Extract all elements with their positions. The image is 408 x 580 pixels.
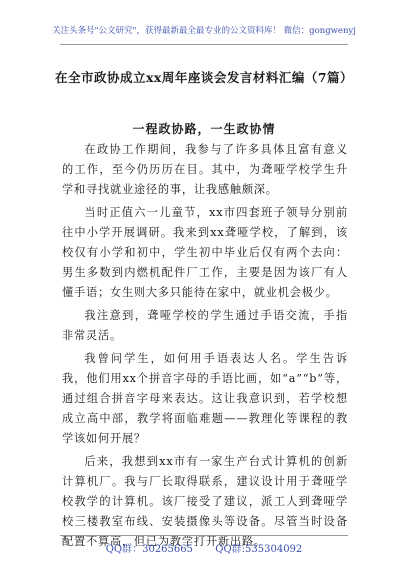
document-title: 在全市政协成立xx周年座谈会发言材料汇编（7篇）: [54, 70, 354, 85]
paragraph: 在政协工作期间，我参与了许多具体且富有意义的工作，至今仍历历在目。其中，为聋哑学校学生升学和寻找就业途径的事，让我感触颇深。: [62, 143, 348, 196]
document-body: [62, 140, 348, 555]
header-promo-note: 关注头条号"公文研究"，获得最新最全最专业的公文资料库！ 微信：gongwenyj: [52, 26, 356, 36]
paragraph: 当时正值六一儿童节，xx市四套班子领导分别前往中小学开展调研。我来到xx聋哑学校，了解到，该校仅有小学和初中，学生初中毕业后仅有两个去向：男生多数到内燃机配件厂工作，主要是因为该厂有人懂手语；女生则大多只能待在家中，就业机会极少。: [62, 206, 348, 299]
footer-divider: [60, 535, 348, 536]
paragraph: 后来，我想到xx市有一家生产台式计算机的创新计算机厂。我与厂长取得联系，建议设计用于聋哑学校教学的计算机。该厂接受了建议，派工人到聋哑学校三楼教室布线、安装摄像头等设备。尽管当时设备配置不算高，但已为教学打开新出路。: [62, 455, 348, 548]
footer-qq-groups: QQ群：30265665 QQ群:535304092: [105, 544, 303, 555]
paragraph: 我曾问学生，如何用手语表达人名。学生告诉我，他们用xx个拼音字母的手语比画，如“a”“b”等，通过组合拼音字母来表达。这让我意识到，若学校想成立高中部，教学将面临难题——教理化等课程的教学该如何开展？: [62, 352, 348, 445]
header-divider: [60, 44, 348, 45]
paragraph: 我注意到，聋哑学校的学生通过手语交流，手指非常灵活。: [62, 309, 348, 342]
section-title: 一程政协路，一生政协情: [132, 122, 276, 136]
